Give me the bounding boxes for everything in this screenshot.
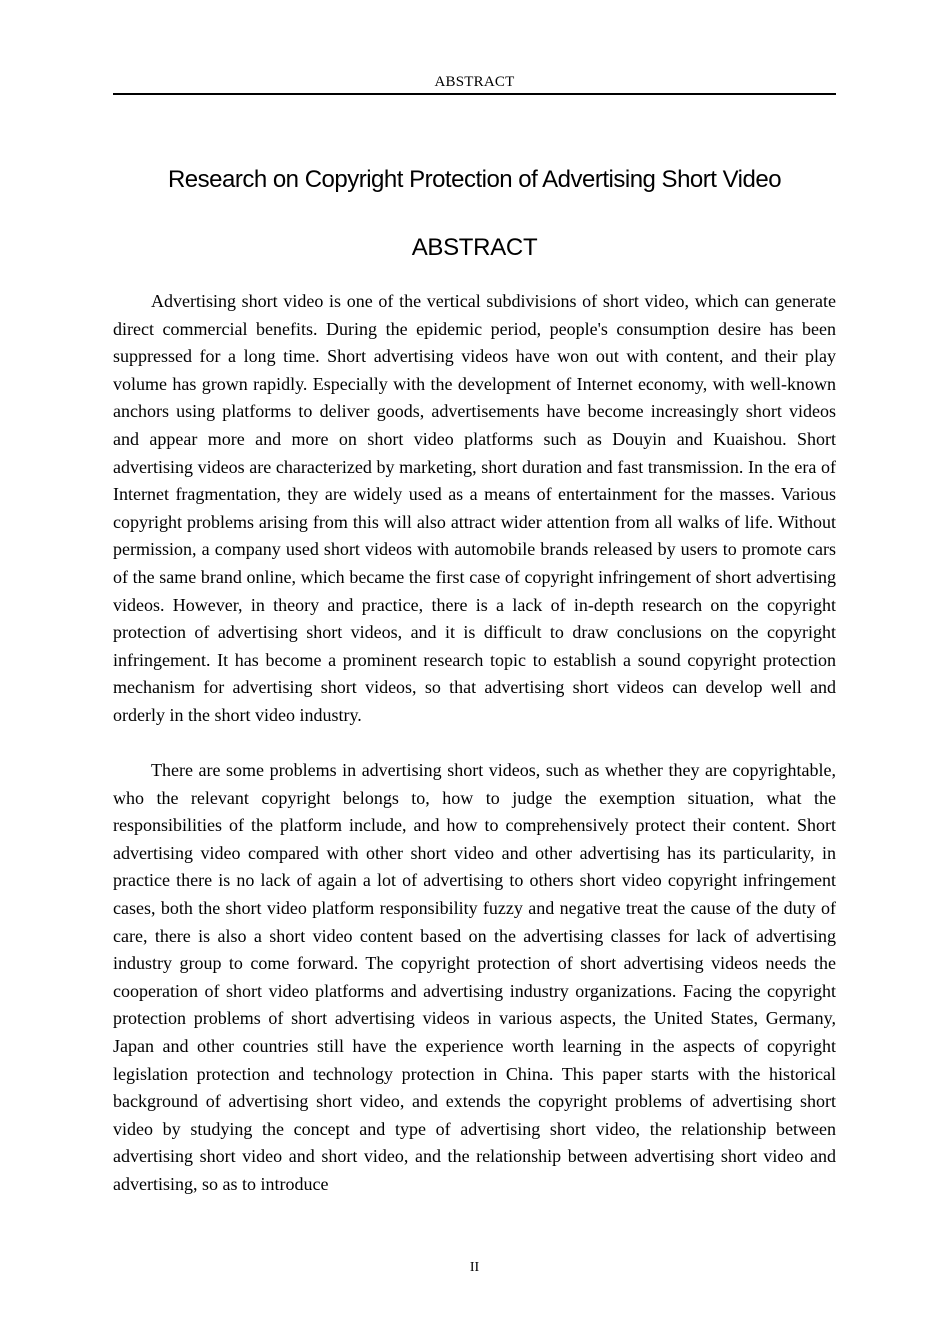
document-title: Research on Copyright Protection of Advertising Short Video (167, 166, 782, 193)
abstract-body (113, 288, 836, 1199)
running-header: ABSTRACT (434, 74, 515, 90)
section-heading: ABSTRACT (411, 234, 538, 261)
abstract-paragraph-1: Advertising short video is one of the vertical subdivisions of short video, which can generate direct commercial benefits. During the epidemic period, people's consumption desire has been suppressed for a long time. Short advertising videos have won out with content, and their play volume has grown rapidly. Especially with the development of Internet economy, with well-known anchors using platforms to deliver goods, advertisements have become increasingly short videos and appear more and more on short video platforms such as Douyin and Kuaishou. Short advertising videos are characterized by marketing, short duration and fast transmission. In the era of Internet fragmentation, they are widely used as a means of entertainment for the masses. Various copyright problems arising from this will also attract wider attention from all walks of life. Without permission, a company used short videos with automobile brands released by users to promote cars of the same brand online, which became the first case of copyright infringement of short advertising videos. However, in theory and practice, there is a lack of in-depth research on the copyright protection of advertising short videos, and it is difficult to draw conclusions on the copyright infringement. It has become a prominent research topic to establish a sound copyright protection mechanism for advertising short videos, so that advertising short videos can develop well and orderly in the short video industry. (113, 291, 836, 725)
page-number: II (469, 1260, 480, 1275)
abstract-paragraph-2: There are some problems in advertising short videos, such as whether they are copyrightable, who the relevant copyright belongs to, how to judge the exemption situation, what the responsibilities of the platform include, and how to comprehensively protect their content. Short advertising video compared with other short video and other advertising has its particularity, in practice there is no lack of again a lot of advertising to others short video copyright infringement cases, both the short video platform responsibility fuzzy and negative treat the cause of the duty of care, there is also a short video content based on the advertising classes for lack of advertising industry group to come forward. The copyright protection of short advertising videos needs the cooperation of short video platforms and advertising industry organizations. Facing the copyright protection problems of short advertising videos in various aspects, the United States, Germany, Japan and other countries still have the experience worth learning in the aspects of copyright legislation protection and technology protection in China. This paper starts with the historical background of advertising short video, and extends the copyright problems of advertising short video by studying the concept and type of advertising short video, the relationship between advertising short video and short video, and the relationship between advertising short video and advertising, so as to introduce (113, 760, 836, 1194)
header-rule (113, 93, 836, 95)
